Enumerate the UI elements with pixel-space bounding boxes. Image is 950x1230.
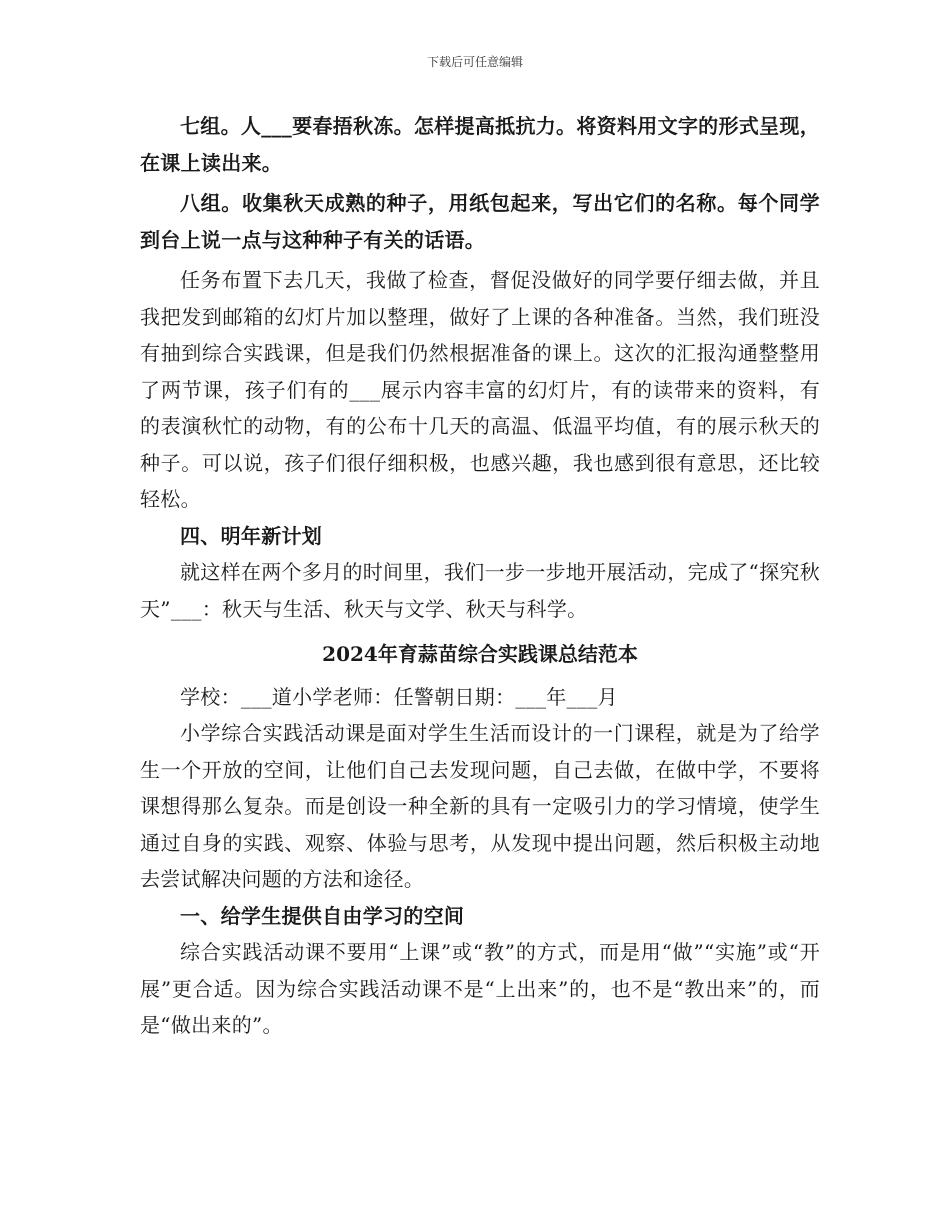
- meta-line: 学校：___道小学老师：任警朝日期：___年___月: [180, 684, 618, 709]
- section4-heading: 四、明年新计划: [180, 523, 323, 548]
- section4-text: 就这样在两个多月的时间里，我们一步一步地开展活动，完成了“探究秋天”___：秋天与生活、秋天与文学、秋天与科学。: [140, 560, 820, 621]
- paragraph-task-review: 任务布置下去几天，我做了检查，督促没做好的同学要仔细去做，并且我把发到邮箱的幻灯片加以整理，做好了上课的各种准备。当然，我们班没有抽到综合实践课，但是我们仍然根据准备的课上。这次的汇报沟通整整用了两节课，孩子们有的___展示内容丰富的幻灯片，有的读带来的资料，有的表演秋忙的动物，有的公布十几天的高温、低温平均值，有的展示秋天的种子。可以说，孩子们很仔细积极，也感兴趣，我也感到很有意思，还比较轻松。: [140, 268, 820, 511]
- document-body: [140, 108, 820, 1044]
- section1-text: 综合实践活动课不要用“上课”或“教”的方式，而是用“做”“实施”或“开展”更合适。因为综合实践活动课不是“上出来”的，也不是“教出来”的，而是“做出来的”。: [140, 940, 820, 1037]
- paragraph-group8: 八组。收集秋天成熟的种子，用纸包起来，写出它们的名称。每个同学到台上说一点与这种种子有关的话语。: [140, 191, 820, 252]
- paragraph-group7: 七组。人___要春捂秋冻。怎样提高抵抗力。将资料用文字的形式呈现，在课上读出来。: [140, 114, 820, 175]
- section1-heading: 一、给学生提供自由学习的空间: [180, 903, 465, 928]
- document-title: 2024年育蒜苗综合实践课总结范本: [322, 642, 638, 666]
- paragraph-intro: 小学综合实践活动课是面对学生生活而设计的一门课程，就是为了给学生一个开放的空间，让他们自己去发现问题，自己去做，在做中学，不要将课想得那么复杂。而是创设一种全新的具有一定吸引力的学习情境，使学生通过自身的实践、观察、体验与思考，从发现中提出问题，然后积极主动地去尝试解决问题的方法和途径。: [140, 721, 820, 891]
- header-note: 下载后可任意编辑: [426, 55, 523, 69]
